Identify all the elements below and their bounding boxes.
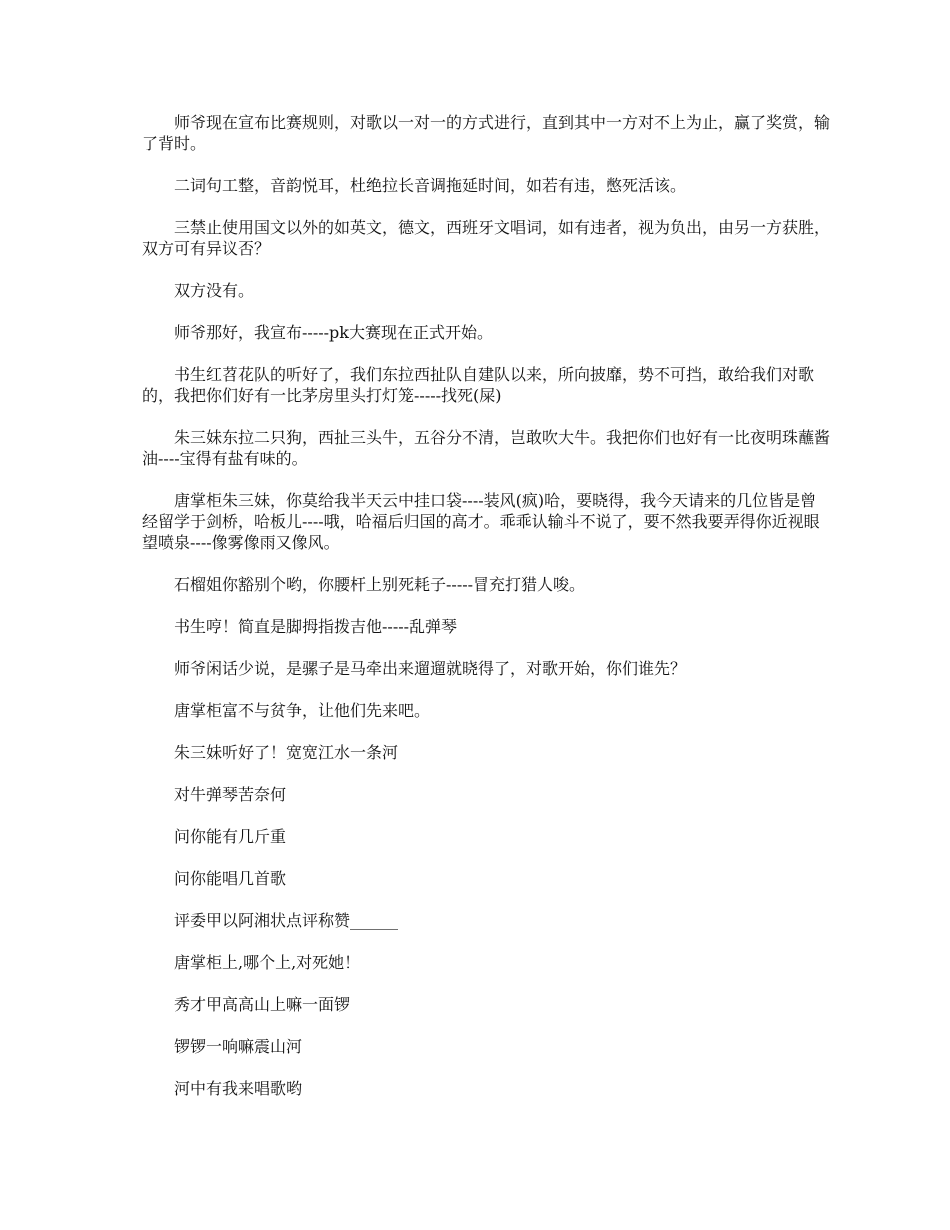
document-body [142, 112, 830, 1120]
lyric-line: 河中有我来唱歌哟 [174, 1079, 303, 1098]
paragraph-rule-two: 二词句工整，音韵悦耳，杜绝拉长音调拖延时间，如若有违，憋死活该。 [174, 176, 687, 195]
paragraph-scholar-hmph: 书生哼！简直是脚拇指拨吉他-----乱弹琴 [174, 617, 458, 636]
paragraph-shiye-begin: 师爷闲话少说，是骡子是马牵出来遛遛就晓得了，对歌开始，你们谁先？ [174, 659, 687, 678]
paragraph-shiliu-jie: 石榴姐你豁别个哟，你腰杆上别死耗子-----冒充打猎人唆。 [174, 575, 586, 594]
lyric-line: 问你能有几斤重 [174, 827, 287, 846]
paragraph-rules: 师爷现在宣布比赛规则，对歌以一对一的方式进行，直到其中一方对不上为止，赢了奖赏，输了背时。 [142, 113, 831, 153]
lyric-line: 锣锣一响嘛震山河 [174, 1037, 303, 1056]
paragraph-tang-zhanggui: 唐掌柜朱三妹，你莫给我半天云中挂口袋----装风(疯)哈，要晓得，我今天请来的几位皆是曾经留学于剑桥，哈板儿----哦，哈福后归国的高才。乖乖认输斗不说了，要不然我要弄得你近视眼望喷泉----像雾像雨又像风。 [142, 491, 820, 552]
paragraph-rule-three: 三禁止使用国文以外的如英文，德文，西班牙文唱词，如有违者，视为负出，由另一方获胜，双方可有异议否？ [142, 218, 831, 258]
paragraph-start: 师爷那好，我宣布-----pk大赛现在正式开始。 [174, 323, 493, 342]
paragraph-both-sides: 双方没有。 [174, 281, 255, 300]
lyric-line: 秀才甲高高山上嘛一面锣 [174, 995, 351, 1014]
paragraph-scholar: 书生红苕花队的听好了，我们东拉西扯队自建队以来，所向披靡，势不可挡，敢给我们对歌的，我把你们好有一比茅房里头打灯笼-----找死(屎) [142, 365, 815, 405]
paragraph-tang-yield: 唐掌柜富不与贫争，让他们先来吧。 [174, 701, 431, 720]
paragraph-judge: 评委甲以阿湘状点评称赞______ [174, 911, 399, 930]
paragraph-zhu-sanmei: 朱三妹东拉二只狗，西扯三头牛，五谷分不清，岂敢吹大牛。我把你们也好有一比夜明珠蘸酱油----宝得有盐有味的。 [142, 428, 831, 468]
lyric-line: 朱三妹听好了！宽宽江水一条河 [174, 743, 399, 762]
paragraph-tang-go: 唐掌柜上,哪个上,对死她！ [174, 953, 361, 972]
lyric-line: 问你能唱几首歌 [174, 869, 287, 888]
lyric-line: 对牛弹琴苦奈何 [174, 785, 287, 804]
